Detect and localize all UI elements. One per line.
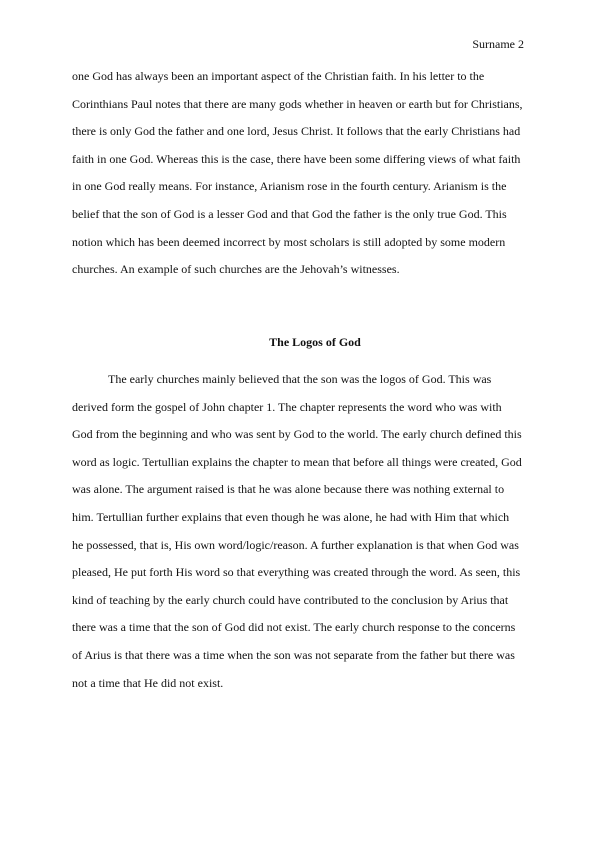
text-line: one God has always been an important aspect of the Christian faith. In his letter to the [72, 69, 485, 83]
text-line: he possessed, that is, His own word/logic/reason. A further explanation is that when God was [72, 537, 519, 552]
text-line: of Arius is that there was a time when the son was not separate from the father but there was [72, 647, 515, 662]
text-line: God from the beginning and who was sent by God to the world. The early church defined this [72, 427, 522, 442]
text-line: there is only God the father and one lord, Jesus Christ. It follows that the early Christians had [72, 124, 521, 139]
text-line: in one God really means. For instance, Arianism rose in the fourth century. Arianism is the [72, 179, 507, 194]
text-line: derived form the gospel of John chapter 1. The chapter represents the word who was with [72, 399, 502, 414]
text-line: churches. An example of such churches are the Jehovah’s witnesses. [72, 262, 400, 277]
text-line: faith in one God. Whereas this is the case, there have been some differing views of what faith [72, 151, 521, 166]
text-line: him. Tertullian further explains that even though he was alone, he had with Him that which [72, 509, 510, 524]
text-line: The early churches mainly believed that the son was the logos of God. This was [108, 372, 492, 386]
text-line: was alone. The argument raised is that he was alone because there was nothing external to [72, 482, 505, 497]
intro-paragraph [72, 63, 524, 284]
section-heading: The Logos of God [269, 335, 361, 349]
section-paragraph [72, 366, 524, 697]
text-line: Corinthians Paul notes that there are many gods whether in heaven or earth but for Christians, [72, 96, 523, 111]
text-line: pleased, He put forth His word so that everything was created through the word. As seen, this [72, 565, 521, 580]
running-header: Surname 2 [472, 37, 524, 51]
text-line: word as logic. Tertullian explains the chapter to mean that before all things were created, God [72, 454, 522, 469]
text-line: not a time that He did not exist. [72, 675, 224, 690]
text-line: belief that the son of God is a lesser God and that God the father is the only true God. This [72, 206, 507, 221]
text-line: notion which has been deemed incorrect by most scholars is still adopted by some modern [72, 234, 506, 249]
text-line: kind of teaching by the early church could have contributed to the conclusion by Arius that [72, 592, 509, 607]
text-line: there was a time that the son of God did not exist. The early church response to the concerns [72, 620, 516, 635]
